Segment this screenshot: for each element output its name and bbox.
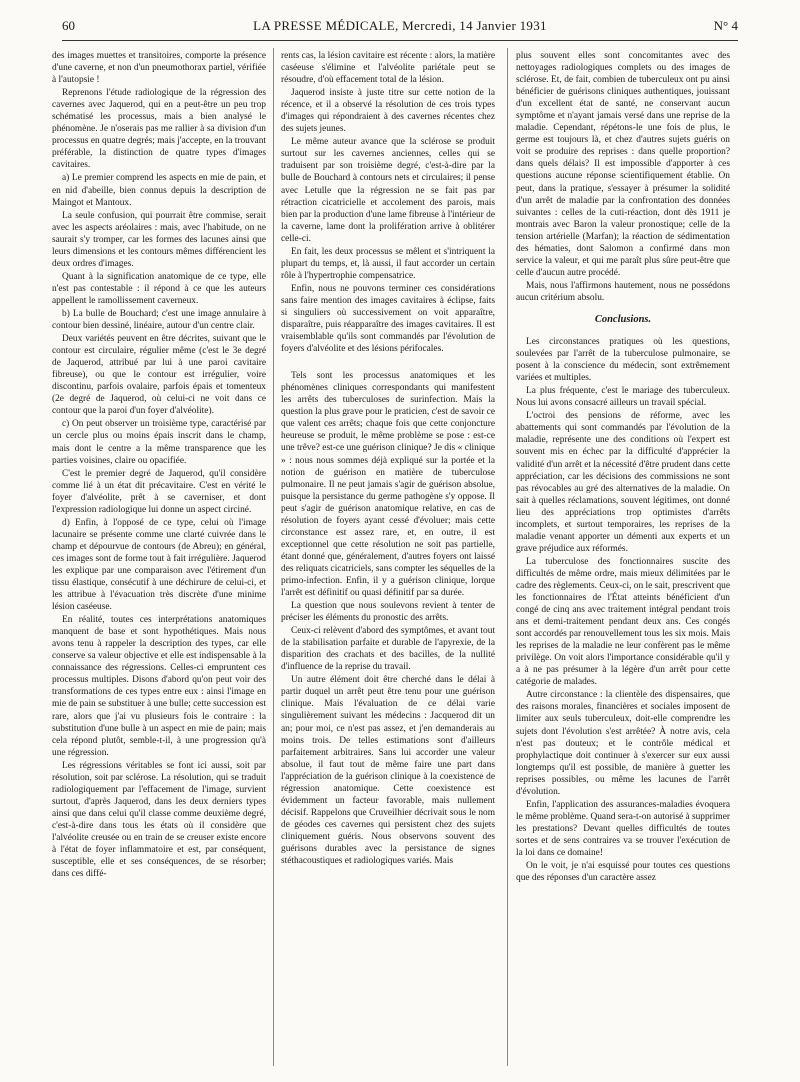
paragraph: Autre circonstance : la clientèle des dispensaires, que des raisons morales, financières et sociales imposent de limiter aux seuls tuberculeux, doit-elle comprendre les sujets dont l'évolution s'est arrêtée? À notre avis, cela n'est pas douteux; et le contrôle médical et prophylactique doit continuer à s'exercer sur eux aussi longtemps qu'il est possible, de manière à guetter les reprises possibles, ou même les lacunes de l'arrêt d'évolution. [516,690,730,797]
paragraph: En fait, les deux processus se mêlent et s'intriquent la plupart du temps, et, là aussi, il faut accorder un certain rôle à l'hypertrophie compensatrice. [281,246,495,281]
paragraph: La question que nous soulevons revient à tenter de préciser les éléments du pronostic des arrêts. [281,601,495,624]
paragraph: La tuberculose des fonctionnaires suscite des difficultés de même ordre, mais mieux délimitées par le cadre des règlements. Ceux-ci, on le sait, prescrivent que les fonctionnaires de l'État atteints bénéficient d'un congé de cinq ans avec traitement intégral pendant trois ans et demi-traitement pendant deux ans. Ces congés sont accordés par renouvellement tous les six mois. Mais les reprises de la maladie ne leur confèrent pas le même privilège. On voit alors l'importance considérable qu'il y a à ne pas présumer à la légère d'un arrêt pour cette catégorie de malades. [516,556,730,688]
paragraph: Ceux-ci relèvent d'abord des symptômes, et avant tout de la stabilisation parfaite et durable de l'apyrexie, de la disparition des crachats et des bacilles, de la nullité d'influence de la reprise du travail. [281,626,495,673]
section-gap [281,356,495,370]
column-divider [273,48,274,1066]
paragraph: des images muettes et transitoires, comporte la présence d'une caverne, et non d'un pneumothorax partiel, vérifiée à l'autopsie ! [52,51,266,86]
journal-title: LA PRESSE MÉDICALE, Mercredi, 14 Janvier 1931 [253,18,547,33]
paragraph: Les circonstances pratiques où les questions, soulevées par l'arrêt de la tuberculose pulmonaire, se posent à la conscience du médecin, sont extrêmement variées et multiples. [516,337,730,384]
section-heading: Conclusions. [594,313,652,325]
paragraph: Enfin, l'application des assurances-maladies évoquera le même problème. Quand sera-t-on autorisé à supprimer les prestations? Devant quelles difficultés de toutes sortes et de sens contraires va se trouver l'exécution de la loi dans ce domaine! [516,799,730,858]
issue-number: N° 4 [713,18,738,33]
paragraph: rents cas, la lésion cavitaire est récente : alors, la matière caséeuse s'élimine et l'alvéolite pariétale peut se résoudre, d'où effacement total de la lésion. [281,51,495,86]
paragraph: Quant à la signification anatomique de ce type, elle n'est pas contestable : il répond à ce que les auteurs appellent le ramollissement caverneux. [52,271,266,306]
page-header [62,18,738,38]
paragraph: C'est le premier degré de Jaquerod, qu'il considère comme lié à un état dit précavitaire. C'est en vérité le foyer d'alvéolite, prêt à se caverniser, et dont l'expression radiologique lui donne un aspect circiné. [52,468,266,515]
paragraph: b) La bulle de Bouchard; c'est une image annulaire à contour bien dessiné, linéaire, autour d'un centre clair. [52,308,266,332]
column-1 [52,50,266,1065]
paragraph: En réalité, toutes ces interprétations anatomiques manquent de base et sont hypothétiques. Mais nous avons tenu à rappeler la description des types, car elle conserve sa valeur objective et elle est indispensable à la connaissance des régressions. Celles-ci empruntent ces processus multiples. Disons d'abord qu'on peut voir des transformations de ces types entre eux : ainsi l'image en mie de pain se substituer à une bulle; cette succession est rare, alors que j'ai vu plusieurs fois le contraire : la substitution d'une bulle à un aspect en mie de pain; mais cela répond plutôt, semble-t-il, à une progression qu'à une régression. [52,615,266,758]
paragraph: Un autre élément doit être cherché dans le délai à partir duquel un arrêt peut être tenu pour une guérison clinique. Mais l'évaluation de ce délai varie singulièrement suivant les médecins : Jacquerod dit un an; pour moi, ce n'est pas assez, et j'en demanderais au moins trois. De telles estimations sont d'ailleurs parfaitement arbitraires. Sans lui accorder une valeur absolue, il faut tout de même faire une part dans l'appréciation de la guérison clinique à la coexistence de régression anatomique. Cette coexistence est évidemment un facteur favorable, mais nullement décisif. Rappelons que Cruveilhier décrivait sous le nom de géodes ces cavernes qui persistent chez des sujets cliniquement guéris. Nous observons souvent des guérisons durables avec la persistance de signes stéthacoustiques et radiologiques variés. Mais [281,675,495,867]
paragraph: d) Enfin, à l'opposé de ce type, celui où l'image lacunaire se présente comme une clarté cuivrée dans le champ et dépourvue de contours (de Abreu); en général, ces images sont de forme tout à fait irrégulière. Jaquerod les explique par une comparaison avec l'étirement d'un tissu élastique, consécutif à une déchirure de celui-ci, et les attribue à l'évacuation très discrète d'une minime lésion caséeuse. [52,517,266,613]
paragraph: a) Le premier comprend les aspects en mie de pain, et en nid d'abeille, bien connus depuis la description de Maingot et Mantoux. [52,173,266,208]
paragraph: Mais, nous l'affirmons hautement, nous ne possédons aucun critérium absolu. [516,280,730,303]
paragraph: Jaquerod insiste à juste titre sur cette notion de la récence, et il a observé la résolution de ces trois types d'images qui répondraient à des cavernes récentes chez des sujets jeunes. [281,88,495,135]
paragraph: Reprenons l'étude radiologique de la régression des cavernes avec Jaquerod, qui en a peut-être un peu trop schématisé les processus, mais a bien analysé le phénomène. Je n'oserais pas me rallier à sa division d'un processus en quatre degrés; mais j'accepte, en la trouvant préférable, la distinction de quatre types d'images cavitaires. [52,88,266,171]
paragraph: c) On peut observer un troisième type, caractérisé par un cercle plus ou moins épais inscrit dans le champ, mais dont le centre a la même transparence que les parties voisines, claire ou opacifiée. [52,419,266,466]
paragraph: Les régressions véritables se font ici aussi, soit par résolution, soit par sclérose. La résolution, qui se traduit radiologiquement par l'effacement de l'image, survient surtout, d'après Jaquerod, dans les deux derniers types ainsi que dans celui qu'il classe comme deuxième degré, c'est-à-dire dans tous les états où il considère que l'alvéolite creusée ou en train de se creuser existe encore à l'état de foyer inflammatoire et est, par conséquent, susceptible, elle et ses conséquences, de se résorber; dans ces diffé- [52,760,266,880]
page-number: 60 [62,18,75,33]
paragraph: plus souvent elles sont concomitantes avec des nettoyages radiologiques complets ou des images de sclérose. Et, de fait, combien de tuberculeux ont pu ainsi bénéficier de guérisons cliniques authentiques, jouissant d'un excellent état de santé, ne conservant aucun symptôme et n'ayant jamais versé dans une reprise de la maladie. Cependant, répétons-le une fois de plus, le germe est toujours là, et chez d'autres sujets guéris on voit se produire des reprises : dans quelle proportion? dans quels délais? Il est impossible d'apporter à ces questions aucune réponse scientifiquement établie. On peut, dans la pratique, s'essayer à présumer la solidité d'un arrêt de maladie par la confrontation des données suivantes : celles de la cuti-réaction, dont dès 1911 je montrais avec Baron la valeur pronostique; celle de la tension artérielle (Marfan); la réaction de sédimentation des hématies, dont Salomon a confirmé dans mon service la valeur, et qui me paraît plus sûre peut-être que celle d'aucun autre procédé. [516,51,730,278]
column-3 [516,50,730,1065]
paragraph: Tels sont les processus anatomiques et les phénomènes cliniques correspondants qui manifestent les arrêts des tuberculoses de surinfection. Mais la question la plus grave pour le praticien, c'est de savoir ce que valent ces arrêts; chaque fois que cette conjoncture heureuse se produit, le même problème se pose : est-ce une trêve? est-ce une guérison clinique? Je dis « clinique » : nous nous sommes déjà expliqué sur la portée et la notion de guérison en matière de tuberculose pulmonaire. Il ne peut jamais s'agir de guérison absolue, puisque la persistance du germe pathogène s'y oppose. Il peut s'agir de guérison anatomique relative, en cas de résolution de foyers ayant cessé d'évoluer; mais cette circonstance est assez rare, et, en outre, il est exceptionnel que cette résolution ne soit pas partielle, étant donné que, généralement, d'autres foyers ont laissé des reliquats cicatriciels, sans compter les séquelles de la primo-infection. Enfin, il y a guérison clinique, lorque l'arrêt est définitif ou quasi définitif par sa durée. [281,371,495,599]
column-2 [281,50,495,1065]
paragraph: La plus fréquente, c'est le mariage des tuberculeux. Nous lui avons consacré ailleurs un travail spécial. [516,386,730,409]
paragraph: Enfin, nous ne pouvons terminer ces considérations sans faire mention des images cavitaires à éclipse, faits si singuliers où successivement on voit apparaître, disparaître, puis réapparaître des images cavitaires. Il est vraisemblable qu'ils sont commandés par l'évolution de foyers d'alvéolite et des lésions périfocales. [281,283,495,355]
paragraph: On le voit, je n'ai esquissé pour toutes ces questions que des réponses d'un caractère assez [516,861,730,884]
paragraph: La seule confusion, qui pourrait être commise, serait avec les aspects aréolaires : mais, avec l'habitude, on ne saurait s'y tromper, car les formes des lacunes ainsi que leurs dimensions et les contours mêmes différencient les deux ordres d'images. [52,210,266,269]
column-divider [507,48,508,1066]
header-rule [62,40,738,41]
paragraph: Deux variétés peuvent en être décrites, suivant que le contour est circulaire, régulier même (c'est le 3e degré de Jaquerod, attribué par lui à une paroi cavitaire fibreuse), ou que le contour est irrégulier, voire discontinu, parfois ovalaire, parfois épais et tomenteux (2e degré de Jaquerod, où celui-ci ne voit dans ce contour que la paroi d'un foyer d'alvéolite). [52,334,266,417]
paragraph: Le même auteur avance que la sclérose se produit surtout sur les cavernes anciennes, celles qui se traduisent par son troisième degré, c'est-à-dire par la bulle de Bouchard à contours nets et circulaires; il pense avec Letulle que la régression ne se fait pas par rétraction cicatricielle et accolement des parois, mais bien par la production d'une lame fibreuse à l'intérieur de la caverne, lame dont la prolifération arrive à oblitérer celle-ci. [281,137,495,244]
paragraph: L'octroi des pensions de réforme, avec les abattements qui sont commandés par l'évolution de la maladie, représente une des conditions où l'expert est souvent mis en échec par la difficulté d'apprécier la validité d'un arrêt et la nécessité d'être prudent dans cette appréciation, car les décisions des commissions ne sont pas révocables au gré des alternatives de la maladie. On sait à quelles réclamations, souvent légitimes, ont donné lieu des appréciations trop optimistes d'arrêts incomplets, et surtout temporaires, les reprises de la maladie venant apporter un démenti aux experts et un grave préjudice aux réformés. [516,411,730,554]
